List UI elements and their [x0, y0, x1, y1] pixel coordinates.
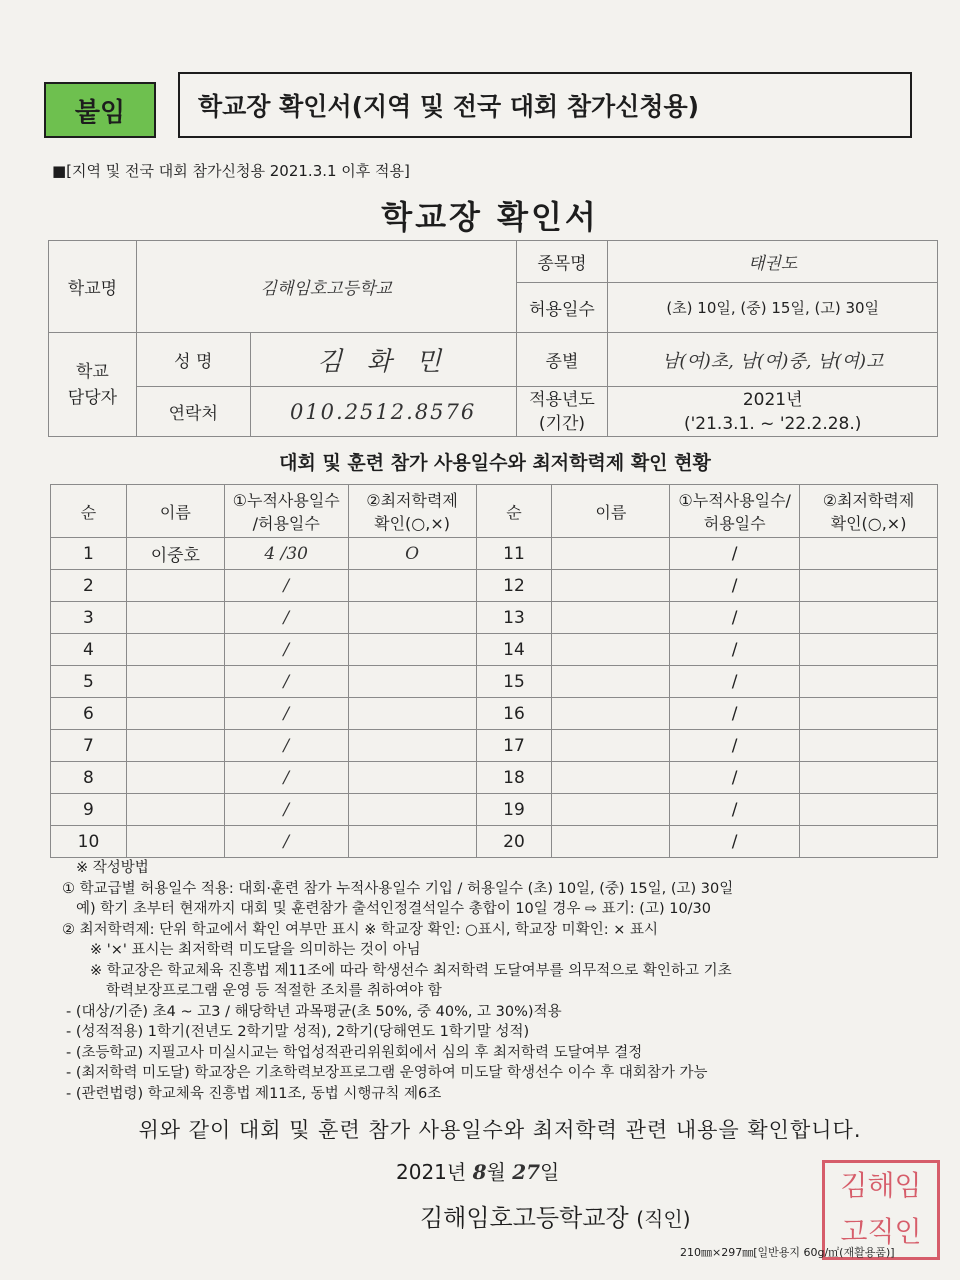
header-check-1: ②최저학력제 확인(○,×)	[348, 485, 476, 538]
cell-name-2	[552, 730, 670, 762]
cell-days-1: /	[224, 698, 348, 730]
cell-name-1	[126, 730, 224, 762]
table-row	[51, 602, 938, 634]
cell-check-1	[348, 826, 476, 858]
info-table	[48, 240, 938, 437]
cell-n-2: 13	[476, 602, 552, 634]
cell-check-1	[348, 666, 476, 698]
school-value: 김해임호고등학교	[136, 241, 516, 333]
date-day-unit: 일	[540, 1160, 560, 1184]
note-line: ※ 학교장은 학교체육 진흥법 제11조에 따라 학생선수 최저학력 도달여부를 의무적으로 확인하고 기초	[90, 962, 732, 979]
issue-date	[396, 1156, 559, 1185]
year-range: ('21.3.1. ~ '22.2.28.)	[683, 413, 862, 434]
cell-n-2: 19	[476, 794, 552, 826]
cell-n-1: 7	[51, 730, 127, 762]
gender-label: 종별	[516, 333, 608, 387]
participation-table	[50, 484, 938, 858]
cell-n-1: 4	[51, 634, 127, 666]
year-value: 2021년	[742, 389, 803, 410]
table-row	[51, 730, 938, 762]
cell-check-2	[800, 666, 938, 698]
table-row	[51, 826, 938, 858]
note-line: - (초등학교) 지필고사 미실시교는 학업성적관리위원회에서 심의 후 최저학력 도달여부 결정	[66, 1044, 643, 1061]
cell-name-2	[552, 698, 670, 730]
cell-check-2	[800, 538, 938, 570]
cell-days-2: /	[670, 634, 800, 666]
attachment-tag: 붙임	[44, 82, 156, 138]
header-no-1: 순	[51, 485, 127, 538]
date-month: 8	[472, 1160, 487, 1184]
school-label: 학교명	[49, 241, 137, 333]
cell-n-1: 8	[51, 762, 127, 794]
table-row	[51, 762, 938, 794]
cell-n-2: 20	[476, 826, 552, 858]
page-title: 학교장 확인서	[381, 198, 599, 236]
cell-name-2	[552, 666, 670, 698]
cell-n-2: 14	[476, 634, 552, 666]
cell-n-1: 10	[51, 826, 127, 858]
cell-check-1	[348, 762, 476, 794]
instructions	[62, 858, 942, 1104]
cell-check-1	[348, 634, 476, 666]
cell-check-2	[800, 826, 938, 858]
year-cell	[608, 387, 938, 437]
principal-name	[420, 1198, 691, 1233]
event-label: 종목명	[516, 241, 608, 283]
year-label: 적용년도 (기간)	[516, 387, 608, 437]
cell-days-1: /	[224, 570, 348, 602]
date-year: 2021년	[396, 1160, 467, 1184]
cell-days-1: /	[224, 826, 348, 858]
cell-days-2: /	[670, 762, 800, 794]
header-days-1: ①누적사용일수 /허용일수	[224, 485, 348, 538]
cell-check-1	[348, 570, 476, 602]
cell-days-1: /	[224, 762, 348, 794]
cell-days-1: /	[224, 794, 348, 826]
cell-name-1	[126, 602, 224, 634]
days-label: 허용일수	[516, 283, 608, 333]
cell-name-2	[552, 762, 670, 794]
cell-n-2: 11	[476, 538, 552, 570]
cell-check-2	[800, 698, 938, 730]
cell-check-2	[800, 794, 938, 826]
cell-name-2	[552, 634, 670, 666]
cell-check-2	[800, 634, 938, 666]
table-row	[51, 570, 938, 602]
cell-check-2	[800, 602, 938, 634]
note-line: ※ 작성방법	[76, 860, 149, 876]
table-row	[51, 634, 938, 666]
contact-label: 연락처	[136, 387, 250, 437]
cell-name-1: 이중호	[126, 538, 224, 570]
table-row	[51, 666, 938, 698]
seal-line-2: 고직인	[840, 1215, 922, 1248]
cell-check-2	[800, 730, 938, 762]
note-line: - (최저학력 미도달) 학교장은 기초학력보장프로그램 운영하여 미도달 학생선수 이수 후 대회참가 가능	[66, 1065, 708, 1081]
header-check-2: ②최저학력제 확인(○,×)	[800, 485, 938, 538]
header-title: 학교장 확인서(지역 및 전국 대회 참가신청용)	[198, 92, 700, 121]
cell-name-1	[126, 666, 224, 698]
cell-check-1	[348, 698, 476, 730]
cell-name-2	[552, 602, 670, 634]
cell-name-2	[552, 794, 670, 826]
table-row	[51, 698, 938, 730]
seal-label: (직인)	[636, 1207, 691, 1231]
contact-value: 010.2512.8576	[250, 387, 516, 437]
header-name-1: 이름	[126, 485, 224, 538]
note-line: - (대상/기준) 초4 ~ 고3 / 해당학년 과목평균(초 50%, 중 40%, 고 30%)적용	[66, 1003, 562, 1020]
header-days-2: ①누적사용일수/ 허용일수	[670, 485, 800, 538]
cell-days-1: 4 /30	[224, 538, 348, 570]
note-line: ② 최저학력제: 단위 학교에서 확인 여부만 표시 ※ 학교장 확인: ○표시, 학교장 미확인: × 표시	[62, 921, 658, 938]
cell-name-1	[126, 762, 224, 794]
cell-n-1: 5	[51, 666, 127, 698]
note-line: ① 학교급별 허용일수 적용: 대회·훈련 참가 누적사용일수 기입 / 허용일수 (초) 10일, (중) 15일, (고) 30일	[62, 880, 734, 897]
cell-days-2: /	[670, 730, 800, 762]
cell-name-2	[552, 570, 670, 602]
section-title: 대회 및 훈련 참가 사용일수와 최저학력제 확인 현황	[279, 452, 711, 474]
cell-name-2	[552, 826, 670, 858]
date-month-unit: 월	[486, 1160, 506, 1184]
note-line: - (관련법령) 학교체육 진흥법 제11조, 동법 시행규칙 제6조	[66, 1085, 442, 1102]
cell-days-1: /	[224, 666, 348, 698]
cell-n-1: 1	[51, 538, 127, 570]
gender-value: 남(여)초, 남(여)중, 남(여)고	[608, 333, 938, 387]
cell-n-2: 16	[476, 698, 552, 730]
cell-days-2: /	[670, 698, 800, 730]
cell-check-1	[348, 794, 476, 826]
name-label: 성 명	[136, 333, 250, 387]
name-value: 김 화 민	[250, 333, 516, 387]
table-row	[51, 794, 938, 826]
cell-n-2: 15	[476, 666, 552, 698]
cell-name-1	[126, 698, 224, 730]
document-header	[178, 72, 912, 138]
table-row	[51, 538, 938, 570]
staff-label: 학교 담당자	[49, 333, 137, 437]
cell-days-2: /	[670, 602, 800, 634]
cell-days-2: /	[670, 666, 800, 698]
cell-n-1: 6	[51, 698, 127, 730]
cell-name-1	[126, 570, 224, 602]
event-value: 태권도	[608, 241, 938, 283]
note-line: 예) 학기 초부터 현재까지 대회 및 훈련참가 출석인정결석일수 총합이 10일 경우 ⇨ 표기: (고) 10/30	[76, 901, 712, 917]
note-line: 학력보장프로그램 운영 등 적절한 조치를 취하여야 함	[106, 983, 442, 999]
cell-n-2: 17	[476, 730, 552, 762]
cell-days-2: /	[670, 794, 800, 826]
cell-check-1	[348, 602, 476, 634]
date-day: 27	[512, 1160, 541, 1184]
cell-days-1: /	[224, 634, 348, 666]
cell-name-2	[552, 538, 670, 570]
form-subtitle: ■[지역 및 전국 대회 참가신청용 2021.3.1 이후 적용]	[52, 162, 410, 180]
cell-days-2: /	[670, 570, 800, 602]
note-line: ※ '×' 표시는 최저학력 미도달을 의미하는 것이 아님	[90, 942, 421, 958]
cell-days-1: /	[224, 730, 348, 762]
cell-name-1	[126, 826, 224, 858]
cell-days-2: /	[670, 538, 800, 570]
cell-name-1	[126, 794, 224, 826]
cell-n-1: 3	[51, 602, 127, 634]
cell-n-1: 9	[51, 794, 127, 826]
cell-check-2	[800, 570, 938, 602]
days-value: (초) 10일, (중) 15일, (고) 30일	[608, 283, 938, 333]
cell-days-1: /	[224, 602, 348, 634]
table-header-row	[51, 485, 938, 538]
cell-check-1: O	[348, 538, 476, 570]
header-no-2: 순	[476, 485, 552, 538]
cell-n-1: 2	[51, 570, 127, 602]
note-line: - (성적적용) 1학기(전년도 2학기말 성적), 2학기(당해연도 1학기말 성적)	[66, 1024, 530, 1040]
table-body	[51, 538, 938, 858]
cell-n-2: 12	[476, 570, 552, 602]
paper-size-note: 210㎜×297㎜[일반용지 60g/㎡(재활용품)]	[680, 1246, 895, 1259]
header-name-2: 이름	[552, 485, 670, 538]
cell-check-1	[348, 730, 476, 762]
principal-text: 김해임호고등학교장	[420, 1204, 629, 1232]
cell-days-2: /	[670, 826, 800, 858]
confirmation-text: 위와 같이 대회 및 훈련 참가 사용일수와 최저학력 관련 내용을 확인합니다.	[138, 1118, 862, 1142]
cell-name-1	[126, 634, 224, 666]
cell-check-2	[800, 762, 938, 794]
cell-n-2: 18	[476, 762, 552, 794]
seal-line-1: 김해임	[840, 1169, 922, 1202]
